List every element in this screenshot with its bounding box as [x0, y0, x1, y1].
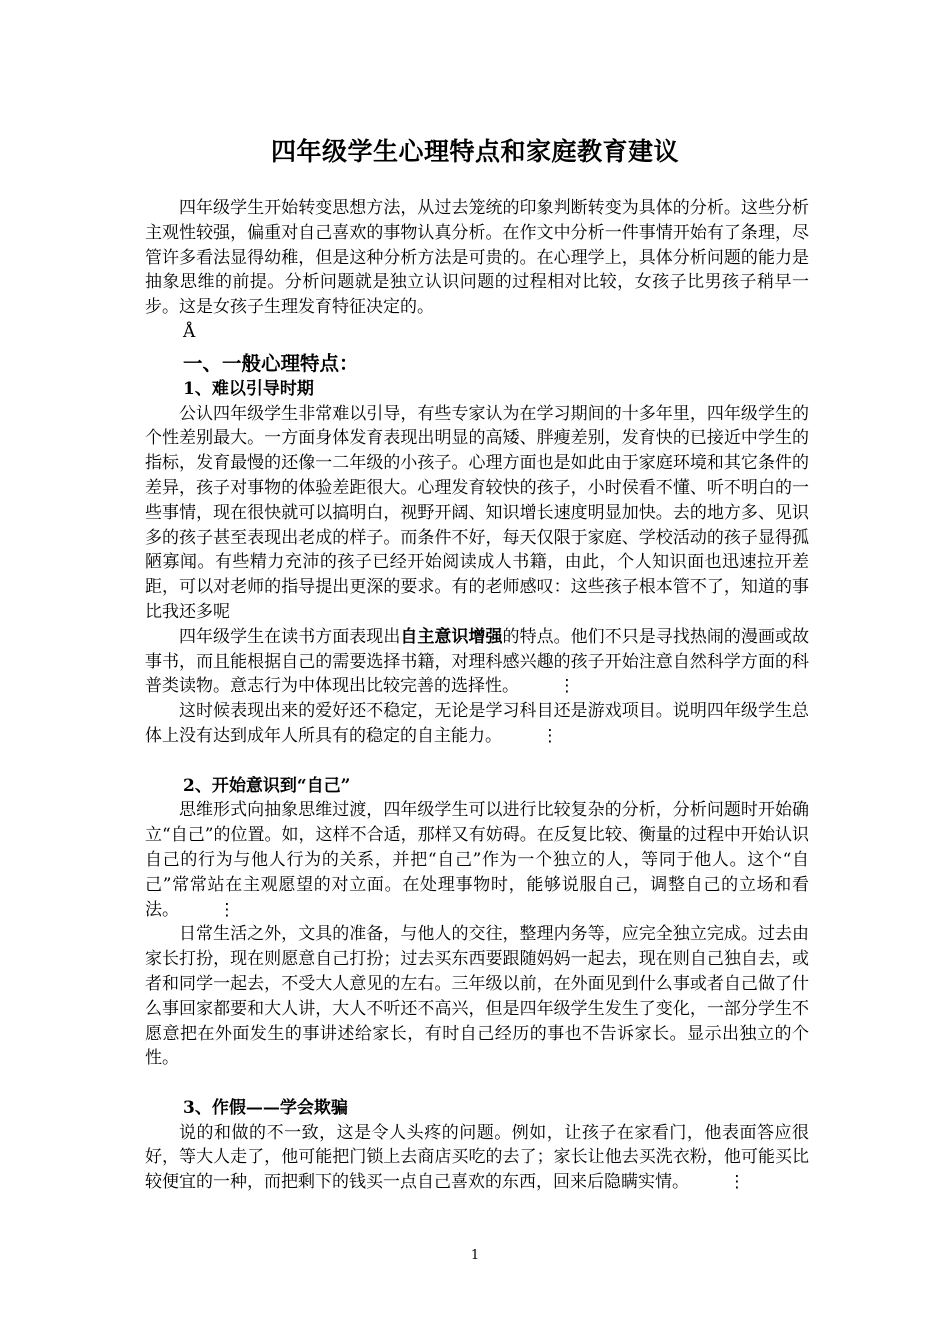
- paragraph-1-2-after: 的特点。他们不只是寻找热闹的漫画或故事书，而且能根据自己的需要选择书籍，对理科感兴趣的孩子开始注意自然科学方面的科普类读物。意志行为中体现出比较完善的选择性。: [145, 626, 810, 697]
- page-number: 1: [470, 1248, 480, 1263]
- vertical-ellipsis-mark: ⋮: [558, 676, 576, 697]
- paragraph-1-1: 公认四年级学生非常难以引导，有些专家认为在学习期间的十多年里，四年级学生的个性差别最大。一方面身体发育表现出明显的高矮、胖瘦差别，发育快的已接近中学生的指标，发育最慢的还像一二年级的小孩子。心理方面也是如此由于家庭环境和其它条件的差异，孩子对事物的体验差距很大。心理发育较快的孩子，小时侯看不懂、听不明白的一些事情，现在很快就可以搞明白，视野开阔、知识增长速度明显加快。去的地方多、见识多的孩子甚至表现出老成的样子。而条件不好，每天仅限于家庭、学校活动的孩子显得孤陋寡闻。有些精力充沛的孩子已经开始阅读成人书籍，由此，个人知识面也迅速拉开差距，可以对老师的指导提出更深的要求。有的老师感叹：这些孩子根本管不了，知道的事比我还多呢: [145, 403, 809, 622]
- paragraph-1-2: [145, 625, 809, 699]
- subheading-1: 1、难以引导时期: [183, 378, 314, 399]
- paragraph-2-2: 日常生活之外，文具的准备，与他人的交往，整理内务等，应完全独立完成。过去由家长打扮，现在则愿意自己打扮；过去买东西要跟随妈妈一起去，现在则自己独自去，或者和同学一起去，不受大人意见的左右。三年级以前，在外面见到什么事或者自己做了什么事回家都要和大人讲，大人不听还不高兴，但是四年级学生发生了变化，一部分学生不愿意把在外面发生的事讲述给家长，有时自己经历的事也不告诉家长。显示出独立的个性。: [145, 924, 809, 1069]
- paragraph-2-1-text: 思维形式向抽象思维过渡，四年级学生可以进行比较复杂的分析，分析问题时开始确立“自己”的位置。如，这样不合适，那样又有妨碍。在反复比较、衡量的过程中开始认识自己的行为与他人行为的关系，并把“自己”作为一个独立的人，等同于他人。这个“自己”常常站在主观愿望的对立面。在处理事物时，能够说服自己，调整自己的立场和看法。: [145, 800, 809, 920]
- paragraph-3-1: [145, 1121, 809, 1195]
- paragraph-1-2-before: 四年级学生在读书方面表现出: [179, 626, 401, 647]
- document-body: [145, 196, 809, 1195]
- blank-line: [145, 1071, 809, 1096]
- document-title: 四年级学生心理特点和家庭教育建议: [270, 137, 679, 166]
- subheading-3: 3、作假——学会欺骗: [183, 1097, 348, 1118]
- blank-line: [145, 749, 809, 774]
- section-heading-general: 一、一般心理特点：: [183, 351, 359, 375]
- paragraph-3-1-text: 说的和做的不一致，这是令人头疼的问题。例如，让孩子在家看门，他表面答应很好，等大人走了，他可能把门锁上去商店买吃的去了；家长让他去买洗衣粉，他可能买比较便宜的一种，而把剩下的钱买一点自己喜欢的东西，回来后隐瞒实情。: [145, 1122, 809, 1193]
- stray-mark: Å: [183, 321, 196, 342]
- paragraph-1-3-text: 这时候表现出来的爱好还不稳定，无论是学习科目还是游戏项目。说明四年级学生总体上没有达到成年人所具有的稳定的自主能力。: [145, 701, 809, 746]
- paragraph-2-1: [145, 798, 809, 922]
- vertical-ellipsis-mark: ⋮: [728, 1172, 746, 1193]
- paragraph-1-3: [145, 699, 809, 749]
- vertical-ellipsis-mark: ⋮: [541, 725, 559, 746]
- intro-paragraph: 四年级学生开始转变思想方法，从过去笼统的印象判断转变为具体的分析。这些分析主观性较强，偏重对自己喜欢的事物认真分析。在作文中分析一件事情开始有了条理，尽管许多看法显得幼稚，但是这种分析方法是可贵的。在心理学上，具体分析问题的能力是抽象思维的前提。分析问题就是独立认识问题的过程相对比较，女孩子比男孩子稍早一步。这是女孩子生理发育特征决定的。: [145, 198, 809, 318]
- vertical-ellipsis-mark: ⋮: [218, 899, 236, 920]
- subheading-2: 2、开始意识到“自己”: [183, 775, 351, 796]
- paragraph-1-2-bold: 自主意识增强: [400, 626, 503, 647]
